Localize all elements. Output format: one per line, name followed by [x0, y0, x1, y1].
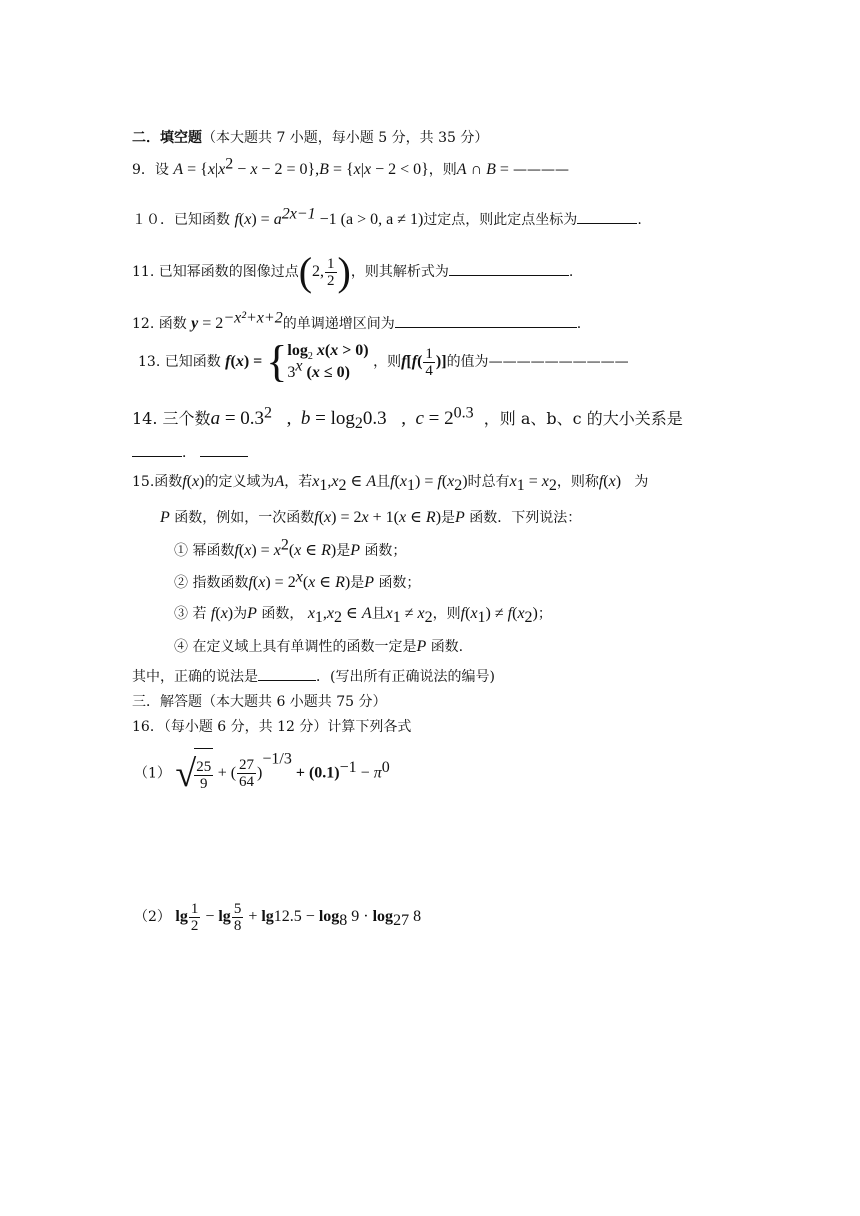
question-lead: 已知函数	[174, 212, 230, 228]
text: ．(写出所有正确说法的编号)	[316, 669, 495, 685]
question-9: 9．设 $A = \{x|x^2 - x - 2 = 0\},B = \{x|x - 2 < 0\}$，则A ∩ B = ————	[132, 155, 569, 178]
question-14-answer	[132, 442, 248, 463]
period: ．	[182, 445, 196, 461]
question-lead: 已知幂函数的图像过点	[158, 264, 299, 280]
text: 函数，	[261, 606, 304, 622]
question-16-title	[132, 717, 411, 737]
text: 若	[192, 606, 207, 622]
part-label: （1）	[134, 765, 171, 782]
text: 函数；	[378, 575, 421, 591]
statement-2: ② 指数函数$f(x) = 2^x(x$ ∈ R)是P 函数；	[174, 568, 421, 591]
section-title: 三．解答题（本大题共 6 小题共 75 分）	[132, 694, 387, 710]
text: 时总有	[467, 474, 510, 490]
item-marker: ③	[174, 606, 188, 622]
point-x: 2,	[312, 263, 325, 280]
answer-blank	[577, 209, 637, 224]
question-number: 15.	[132, 474, 155, 490]
question-15-footer	[132, 666, 495, 687]
question-lead: 设	[154, 162, 169, 178]
text: 其中，正确的说法是	[132, 669, 258, 685]
question-number: 14.	[132, 409, 158, 428]
text: ，则称	[556, 474, 599, 490]
answer-dashes: ——————————	[488, 354, 629, 370]
answer-blank	[395, 313, 577, 328]
statement-4: ④ 在定义域上具有单调性的函数一定是P 函数.	[174, 638, 464, 655]
period: .	[568, 264, 574, 280]
answer-blank-2	[200, 442, 248, 457]
question-16-part-2: （2） lg $\frac{1}{2}$ − lg $\frac{5}{8}$ + $\lg 12.5 - \log_8 9 \cdot \log_{27} 8$	[134, 900, 422, 934]
question-12: 12. 函数 $y = 2^{-x^2+x+2}$的单调递增区间为 .	[132, 309, 582, 332]
text: 且	[376, 474, 391, 490]
period: .	[576, 316, 582, 332]
question-title: 16．（每小题 6 分，共 12 分）计算下列各式	[132, 719, 412, 735]
answer-dashes: ————	[512, 162, 569, 178]
question-13: 13. 已知函数 f(x) = { $\log_2 x(x > 0)$ 3$^x$ (x ≤ 0) ，则f[f( $\frac{1}{4}$ )]的值为——————————	[138, 337, 629, 386]
question-tail: ，则 a、b、c 的大小关系是	[483, 409, 683, 428]
text: 为	[233, 606, 248, 622]
text: ，若	[284, 474, 313, 490]
text: ；	[537, 606, 552, 622]
text: 函数，例如，一次函数	[174, 510, 315, 526]
part-label: （2）	[134, 909, 171, 925]
question-number: 12.	[132, 316, 155, 332]
text: 是	[441, 510, 456, 526]
period: .	[637, 212, 642, 228]
statement-3: ③ 若 f(x)为P 函数， $x_1,x_2$ ∈ A且$x_1 \ne x_2$，则$f(x_1) \ne f(x_2)$；	[174, 605, 552, 626]
question-15-line2: P 函数，例如，一次函数f(x) = 2x + 1(x ∈ R)是P 函数．下列说法：	[160, 509, 582, 526]
item-marker: ④	[174, 639, 188, 655]
section-heading	[132, 128, 488, 148]
question-tail: 过定点，则此定点坐标为	[423, 212, 578, 228]
answer-blank	[132, 442, 182, 457]
section-title: 二．填空题	[132, 130, 202, 146]
text: 在定义域上具有单调性的函数一定是	[192, 639, 417, 655]
question-14: 14. 三个数$a = 0.3^2$ , $b = \log_20.3$ , $c = 2^{0.3}$ ，则 a、b、c 的大小关系是	[132, 404, 683, 433]
set-a-formula: A	[173, 161, 184, 178]
question-lead: 三个数	[162, 409, 211, 428]
text: ，则	[432, 606, 461, 622]
text: 的定义域为	[204, 474, 275, 490]
text: 函数．下列说法：	[469, 510, 582, 526]
text: 是	[350, 575, 365, 591]
question-number: 11.	[132, 264, 155, 280]
text: 是	[336, 543, 351, 559]
question-mid: ，则	[428, 162, 457, 178]
answer-blank	[258, 666, 316, 681]
question-16-part-1: （1） √ $\frac{25}{9}$ + ( $\frac{27}{64}$ )$^{-1/3} + (0.1)^{-1} - \pi^0$	[134, 748, 390, 799]
question-number: 9．	[132, 162, 155, 178]
question-tail-2: 的值为	[446, 354, 489, 370]
question-lead: 函数	[158, 316, 187, 332]
answer-blank	[449, 261, 569, 276]
section-note: （本大题共 7 小题，每小题 5 分，共 35 分）	[202, 130, 489, 146]
text: 函数；	[364, 543, 407, 559]
text: 指数函数	[192, 575, 249, 591]
condition: (a > 0, a ≠ 1)	[340, 211, 424, 228]
statement-1: ① 幂函数$f(x) = x^2(x$ ∈ R)是P 函数；	[174, 536, 407, 559]
text: 函数.	[430, 639, 464, 655]
question-10: １０．已知函数 $f(x) = a^{2x-1} -1$ (a > 0, a ≠ 1)过定点，则此定点坐标为 .	[132, 205, 642, 228]
question-tail: ，则	[373, 354, 402, 370]
question-11: 11. 已知幂函数的图像过点(2, $\frac{1}{2}$ )，则其解析式为 .	[132, 249, 574, 294]
text: 且	[371, 606, 386, 622]
question-number: １０．	[132, 212, 174, 228]
question-tail: ，则其解析式为	[350, 264, 449, 280]
text: 为	[634, 474, 649, 490]
question-15-line1: 15.函数f(x)的定义域为A，若$x_1,x_2$ ∈ A且$f(x_1) = f(x_2)$时总有$x_1 = x_2$，则称f(x) 为	[132, 473, 649, 494]
question-number: 13.	[138, 354, 161, 370]
text: 幂函数	[192, 543, 235, 559]
question-tail: 的单调递增区间为	[282, 316, 395, 332]
item-marker: ①	[174, 543, 188, 559]
question-lead: 已知函数	[164, 354, 221, 370]
section-3-heading	[132, 692, 387, 712]
text: 函数	[154, 474, 183, 490]
item-marker: ②	[174, 575, 188, 591]
